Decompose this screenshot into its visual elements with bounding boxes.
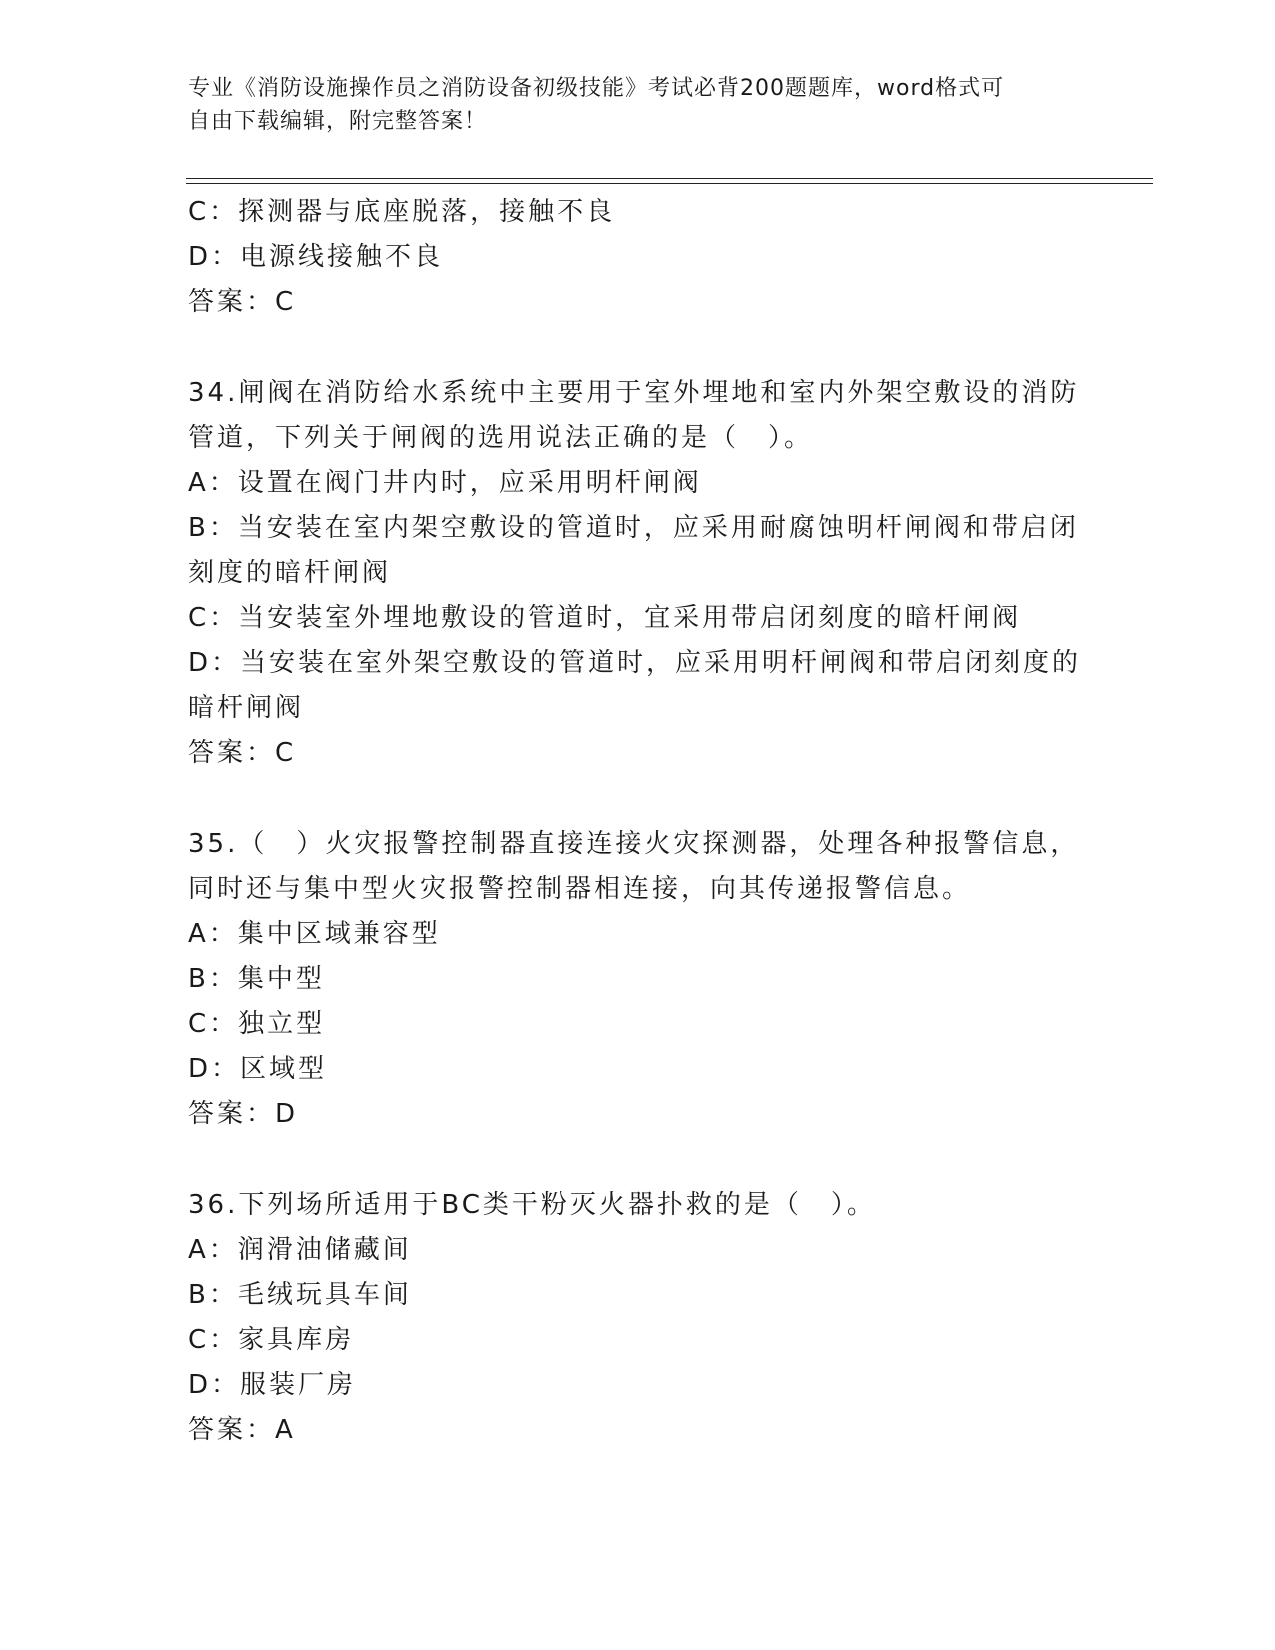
option-c: C：当安装室外埋地敷设的管道时，宜采用带启闭刻度的暗杆闸阀 (188, 603, 1022, 633)
option-a: A：设置在阀门井内时，应采用明杆闸阀 (188, 468, 702, 498)
answer-line: 答案：C (188, 287, 297, 317)
header-line-2: 自由下载编辑，附完整答案！ (188, 109, 488, 134)
option-d: D：当安装在室外架空敷设的管道时，应采用明杆闸阀和带启闭刻度的 (188, 648, 1082, 678)
question-35 (188, 822, 1080, 1137)
question-stem: 36.下列场所适用于BC类干粉灭火器扑救的是（ ）。 (188, 1190, 876, 1220)
option-d: D：服装厂房 (188, 1370, 357, 1400)
question-stem: 34.闸阀在消防给水系统中主要用于室外埋地和室内外架空敷设的消防 (188, 378, 1080, 408)
prev-question-tail (188, 190, 1068, 325)
question-spacer (188, 776, 1068, 822)
question-list (188, 190, 1082, 1453)
answer-line: 答案：A (188, 1415, 296, 1445)
question-stem: 35.（ ）火灾报警控制器直接连接火灾探测器，处理各种报警信息， (188, 829, 1080, 859)
header-divider-top (186, 178, 1153, 179)
answer-line: 答案：C (188, 738, 297, 768)
question-stem: 同时还与集中型火灾报警控制器相连接，向其传递报警信息。 (188, 874, 972, 904)
header-divider-bottom (186, 183, 1153, 184)
option-c: C：探测器与底座脱落，接触不良 (188, 197, 616, 227)
option-b: B：当安装在室内架空敷设的管道时，应采用耐腐蚀明杆闸阀和带启闭 (188, 513, 1079, 543)
option-b-continued: 刻度的暗杆闸阀 (188, 558, 392, 588)
document-header (188, 72, 1068, 138)
option-d-continued: 暗杆闸阀 (188, 693, 305, 723)
option-a: A：集中区域兼容型 (188, 919, 441, 949)
option-a: A：润滑油储藏间 (188, 1235, 412, 1265)
question-stem: 管道，下列关于闸阀的选用说法正确的是（ ）。 (188, 423, 814, 453)
header-line-1: 专业《消防设施操作员之消防设备初级技能》考试必背200题题库，word格式可 (188, 76, 1005, 101)
option-c: C：独立型 (188, 1009, 326, 1039)
option-d: D：区域型 (188, 1054, 328, 1084)
option-b: B：集中型 (188, 964, 325, 994)
question-spacer (188, 1137, 1068, 1183)
answer-line: 答案：D (188, 1099, 299, 1129)
question-34 (188, 371, 1082, 776)
option-b: B：毛绒玩具车间 (188, 1280, 412, 1310)
question-36 (188, 1183, 1068, 1453)
option-d: D：电源线接触不良 (188, 242, 444, 272)
option-c: C：家具库房 (188, 1325, 355, 1355)
question-spacer (188, 325, 1068, 371)
